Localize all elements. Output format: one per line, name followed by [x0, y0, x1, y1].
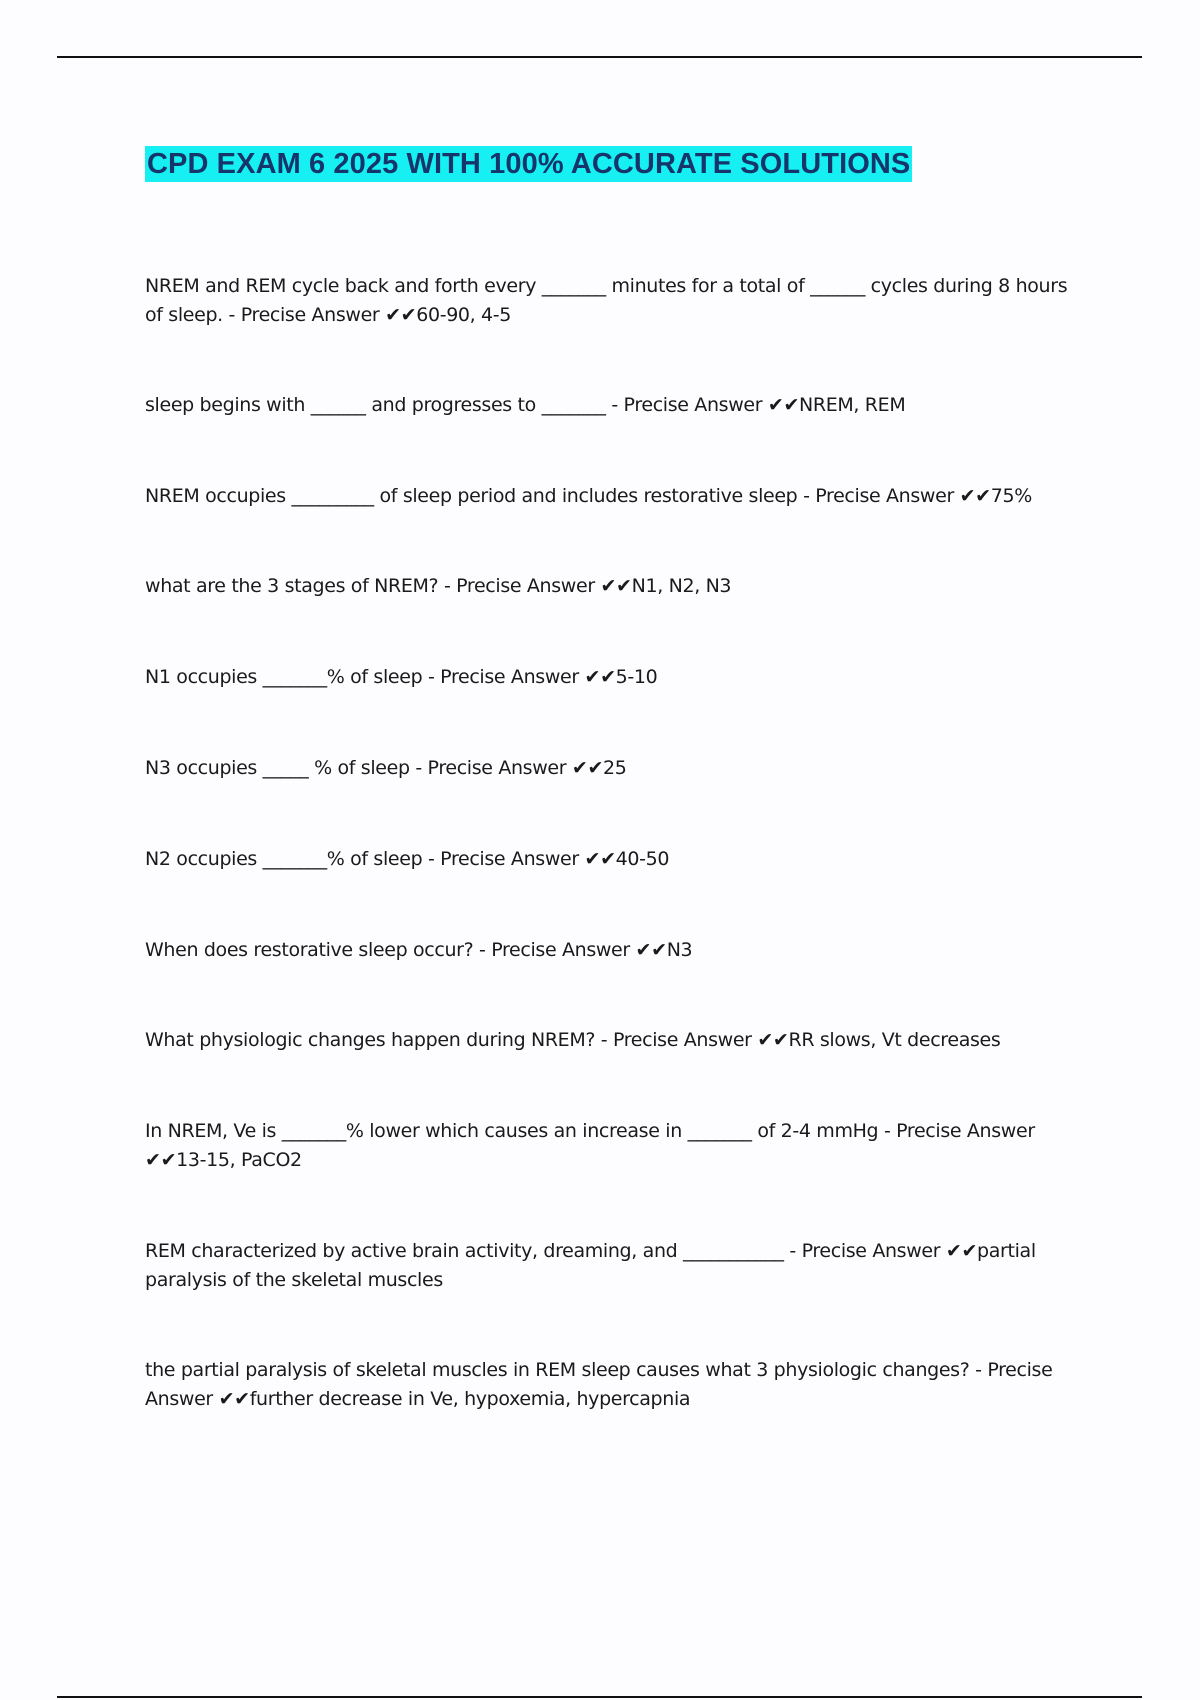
question-item: the partial paralysis of skeletal muscles in REM sleep causes what 3 physiologic changes? - Precise Answer ✔✔further decrease in Ve, hypoxemia, hypercapnia — [145, 1359, 1053, 1410]
question-item: NREM and REM cycle back and forth every _______ minutes for a total of ______ cycles during 8 hours of sleep. - Precise Answer ✔✔60-90, 4-5 — [145, 275, 1068, 326]
question-item: N3 occupies _____ % of sleep - Precise Answer ✔✔25 — [145, 757, 627, 779]
question-item: REM characterized by active brain activity, dreaming, and ___________ - Precise Answer ✔✔partial paralysis of the skeletal muscles — [145, 1240, 1036, 1291]
footer-rule — [57, 1696, 1142, 1698]
question-item: In NREM, Ve is _______% lower which causes an increase in _______ of 2-4 mmHg - Precise Answer ✔✔13-15, PaCO2 — [145, 1120, 1035, 1171]
question-item: When does restorative sleep occur? - Precise Answer ✔✔N3 — [145, 939, 693, 961]
header-rule — [57, 56, 1142, 58]
question-item: sleep begins with ______ and progresses to _______ - Precise Answer ✔✔NREM, REM — [145, 394, 906, 416]
question-item: NREM occupies _________ of sleep period and includes restorative sleep - Precise Answer ✔✔75% — [145, 485, 1032, 507]
question-item: What physiologic changes happen during NREM? - Precise Answer ✔✔RR slows, Vt decreases — [145, 1029, 1001, 1051]
title-block — [145, 146, 912, 182]
question-item: N2 occupies _______% of sleep - Precise Answer ✔✔40-50 — [145, 848, 670, 870]
question-item: N1 occupies _______% of sleep - Precise Answer ✔✔5-10 — [145, 666, 658, 688]
document-title: CPD EXAM 6 2025 WITH 100% ACCURATE SOLUTIONS — [147, 148, 911, 180]
question-item: what are the 3 stages of NREM? - Precise Answer ✔✔N1, N2, N3 — [145, 575, 732, 597]
